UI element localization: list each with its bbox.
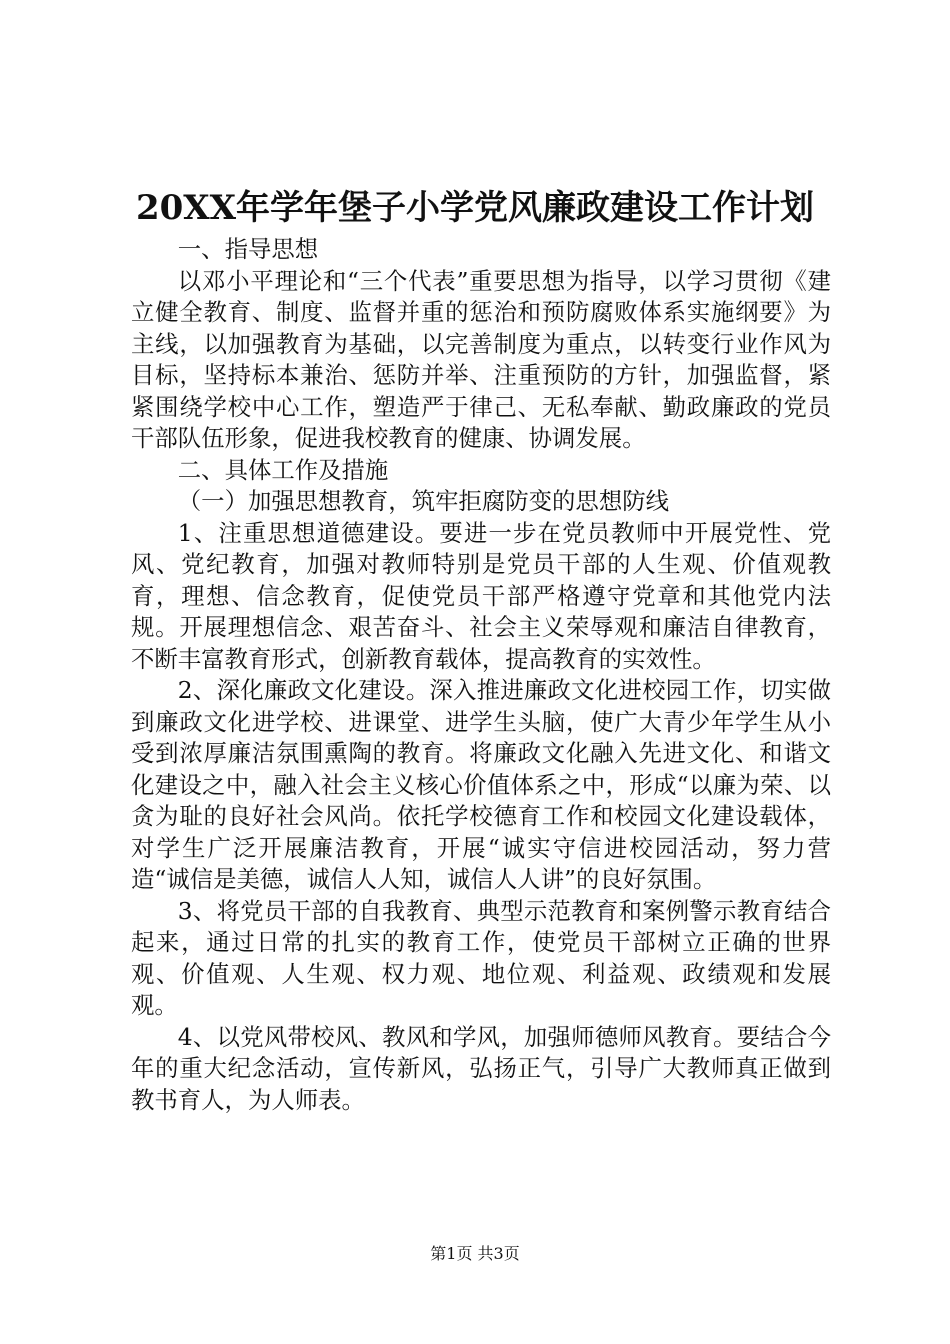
subsection-heading: （一）加强思想教育，筑牢拒腐防变的思想防线 — [177, 487, 669, 515]
body-paragraph: 1、注重思想道德建设。要进一步在党员教师中开展党性、党风、党纪教育，加强对教师特别是党员干部的人生观、价值观教育，理想、信念教育，促使党员干部严格遵守党章和其他党内法规。开展理想信念、艰苦奋斗、社会主义荣辱观和廉洁自律教育，不断丰富教育形式，创新教育载体，提高教育的实效性。 — [131, 518, 831, 673]
section-heading: 二、具体工作及措施 — [177, 455, 389, 484]
section-heading: 一、指导思想 — [177, 235, 319, 263]
document-body — [131, 234, 831, 1116]
body-paragraph: 以邓小平理论和“三个代表”重要思想为指导，以学习贯彻《建立健全教育、制度、监督并重的惩治和预防腐败体系实施纲要》为主线，以加强教育为基础，以完善制度为重点，以转变行业作风为目标，坚持标本兼治、惩防并举、注重预防的方针，加强监督，紧紧围绕学校中心工作，塑造严于律己、无私奉献、勤政廉政的党员干部队伍形象，促进我校教育的健康、协调发展。 — [131, 266, 831, 452]
body-paragraph: 4、以党风带校风、教风和学风，加强师德师风教育。要结合今年的重大纪念活动，宣传新风，弘扬正气，引导广大教师真正做到教书育人，为人师表。 — [131, 1022, 831, 1114]
page-footer: 第1页 共3页 — [430, 1244, 520, 1263]
document-title: 20XX年学年堡子小学党风廉政建设工作计划 — [135, 188, 815, 228]
body-paragraph: 2、深化廉政文化建设。深入推进廉政文化进校园工作，切实做到廉政文化进学校、进课堂、进学生头脑，使广大青少年学生从小受到浓厚廉洁氛围熏陶的教育。将廉政文化融入先进文化、和谐文化建设之中，融入社会主义核心价值体系之中，形成“以廉为荣、以贪为耻的良好社会风尚。依托学校德育工作和校园文化建设载体，对学生广泛开展廉洁教育，开展“诚实守信进校园活动，努力营造“诚信是美德，诚信人人知，诚信人人讲”的良好氛围。 — [131, 676, 831, 893]
body-paragraph: 3、将党员干部的自我教育、典型示范教育和案例警示教育结合起来，通过日常的扎实的教育工作，使党员干部树立正确的世界观、价值观、人生观、权力观、地位观、利益观、政绩观和发展观。 — [131, 896, 831, 1019]
